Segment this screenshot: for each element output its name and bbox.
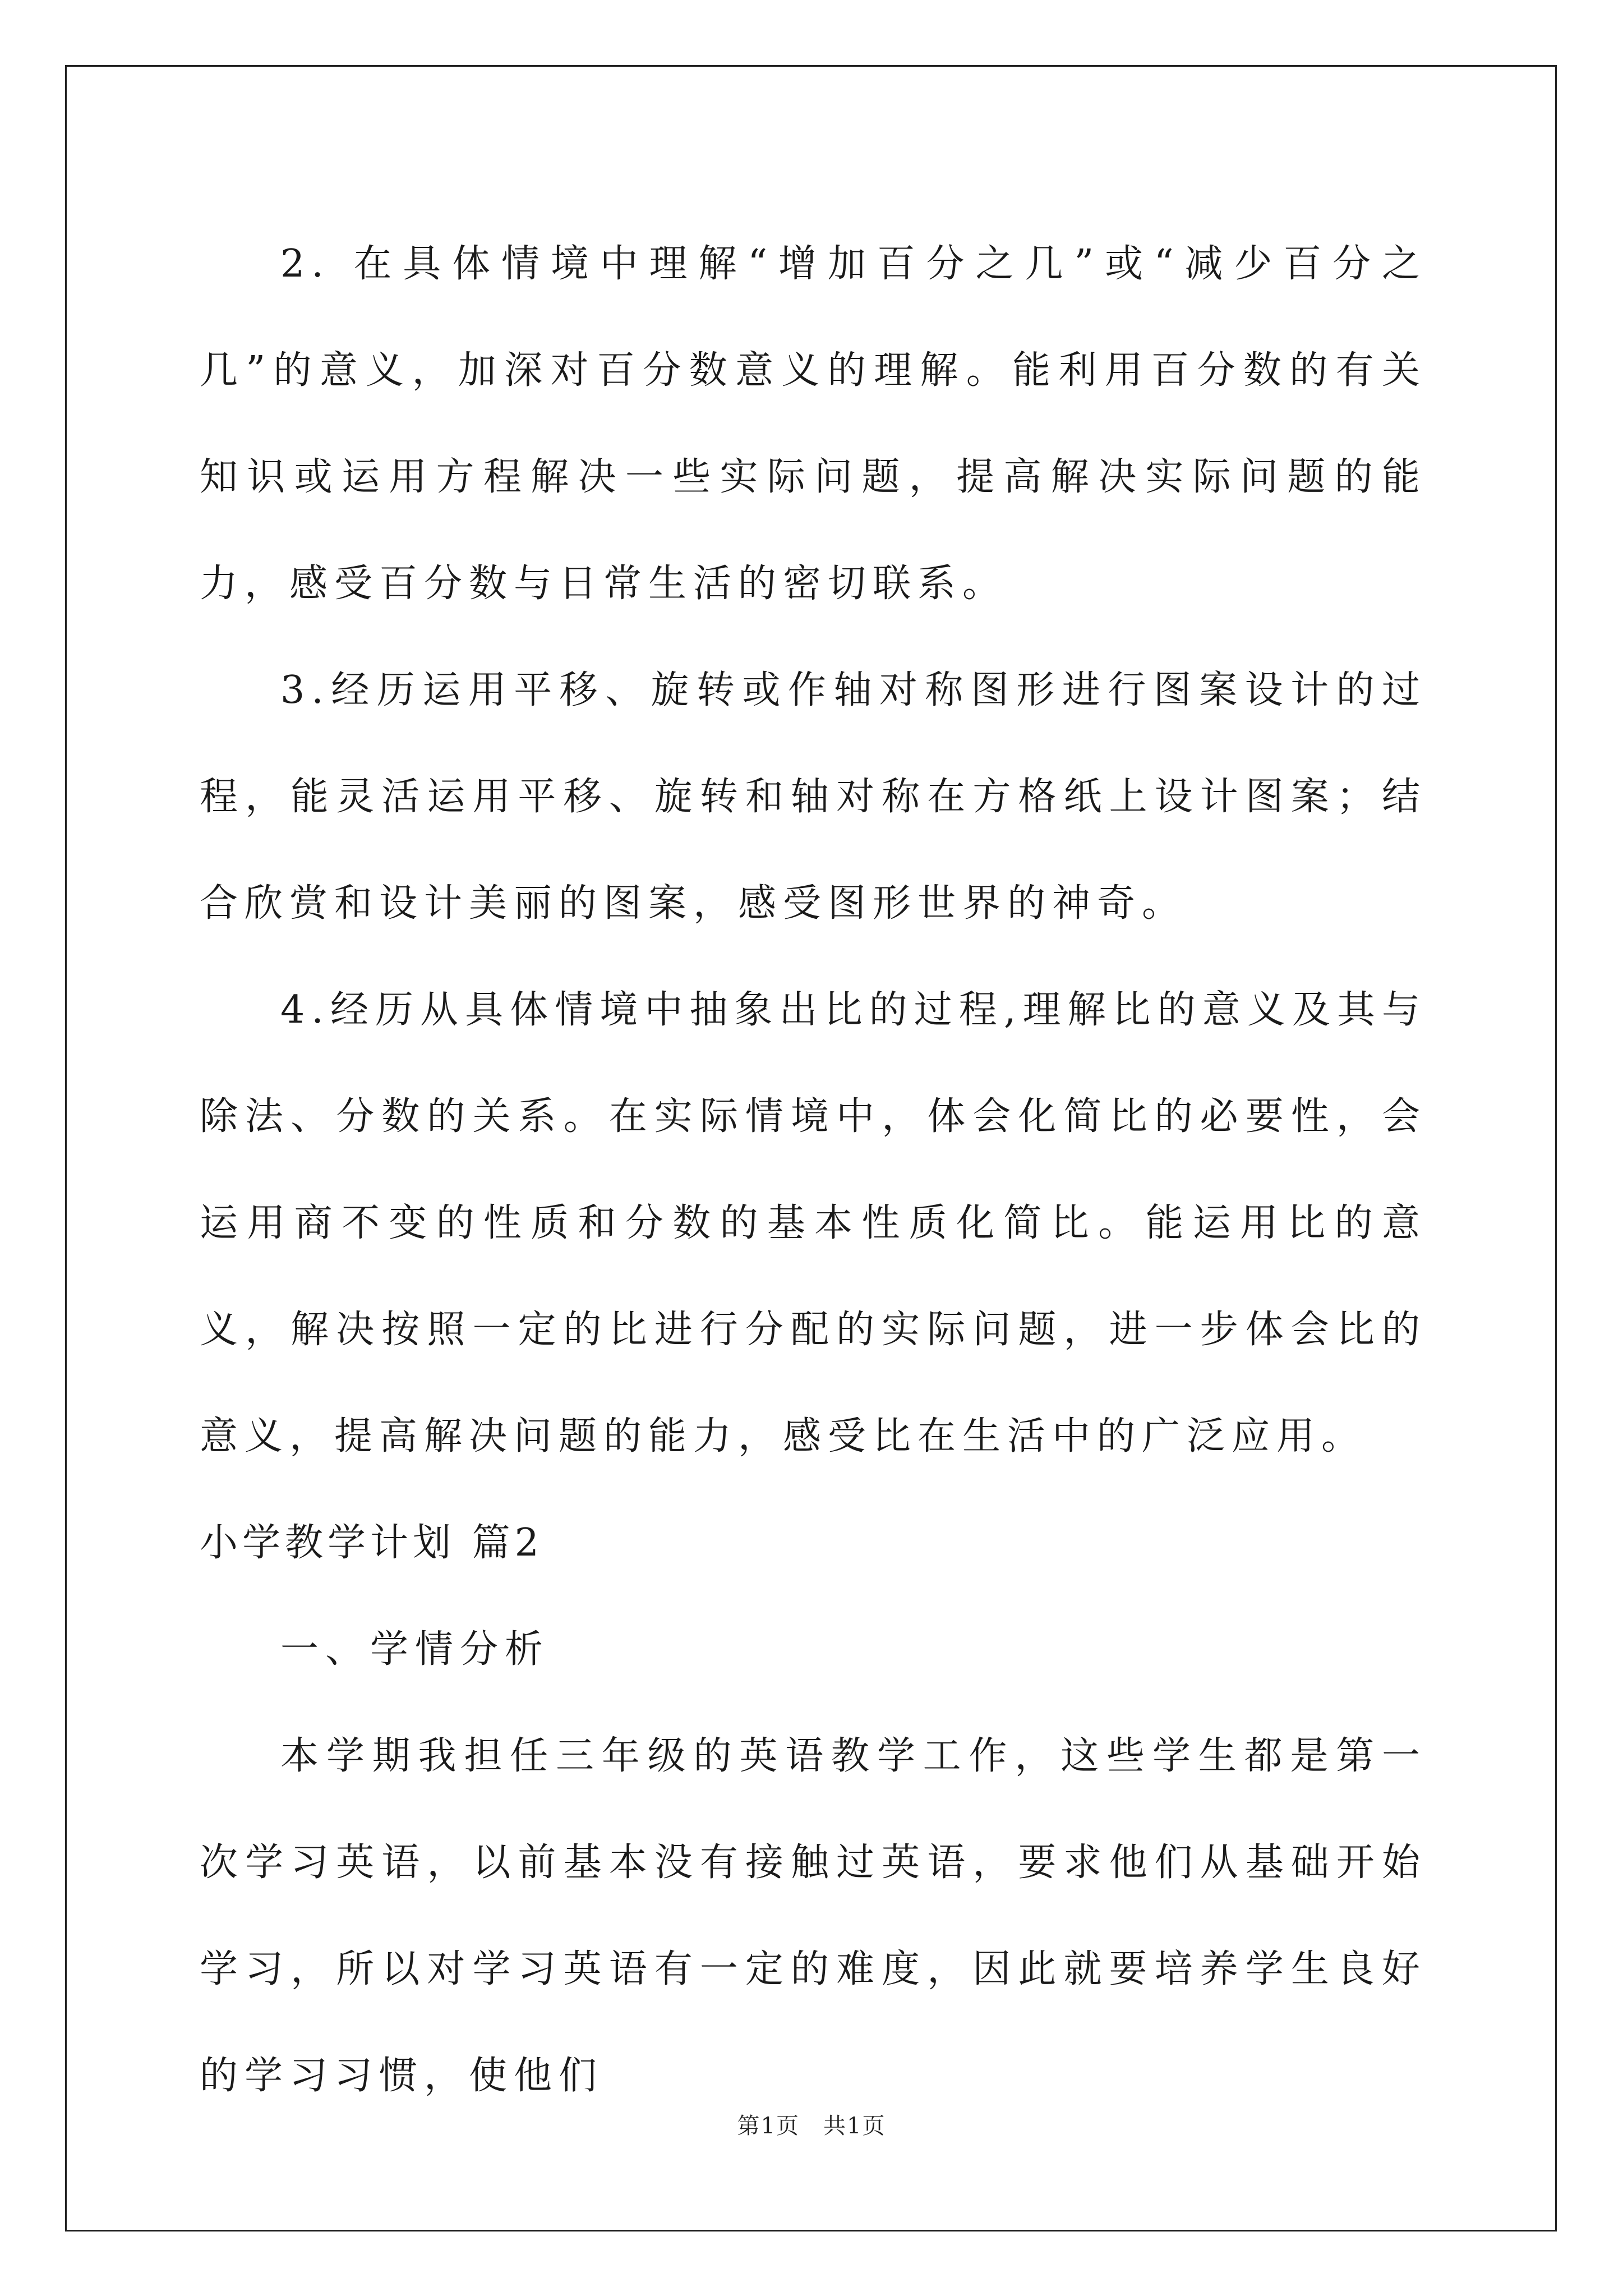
paragraph-goal-4: 4.经历从具体情境中抽象出比的过程,理解比的意义及其与除法、分数的关系。在实际情境中，体会化简比的必要性，会运用商不变的性质和分数的基本性质化简比。能运用比的意义，解决按照一定的比进行分配的实际问题，进一步体会比的意义，提高解决问题的能力，感受比在生活中的广泛应用。: [200, 988, 1427, 1458]
page-footer: 第1页 共1页: [737, 2113, 886, 2139]
document-body: [200, 211, 1427, 2129]
subheading: 一、学情分析: [280, 1627, 550, 1672]
paragraph-goal-3: 3.经历运用平移、旋转或作轴对称图形进行图案设计的过程，能灵活运用平移、旋转和轴对称在方格纸上设计图案；结合欣赏和设计美丽的图案，感受图形世界的神奇。: [200, 668, 1427, 926]
paragraph-situation-analysis: 本学期我担任三年级的英语教学工作，这些学生都是第一次学习英语，以前基本没有接触过英语，要求他们从基础开始学习，所以对学习英语有一定的难度，因此就要培养学生良好的学习习惯，使他们: [200, 1734, 1427, 2098]
paragraph-goal-2: 2. 在具体情境中理解“增加百分之几”或“减少百分之几”的意义，加深对百分数意义的理解。能利用百分数的有关知识或运用方程解决一些实际问题，提高解决实际问题的能力，感受百分数与日常生活的密切联系。: [200, 242, 1427, 606]
section-title: 小学教学计划 篇2: [200, 1521, 543, 1565]
